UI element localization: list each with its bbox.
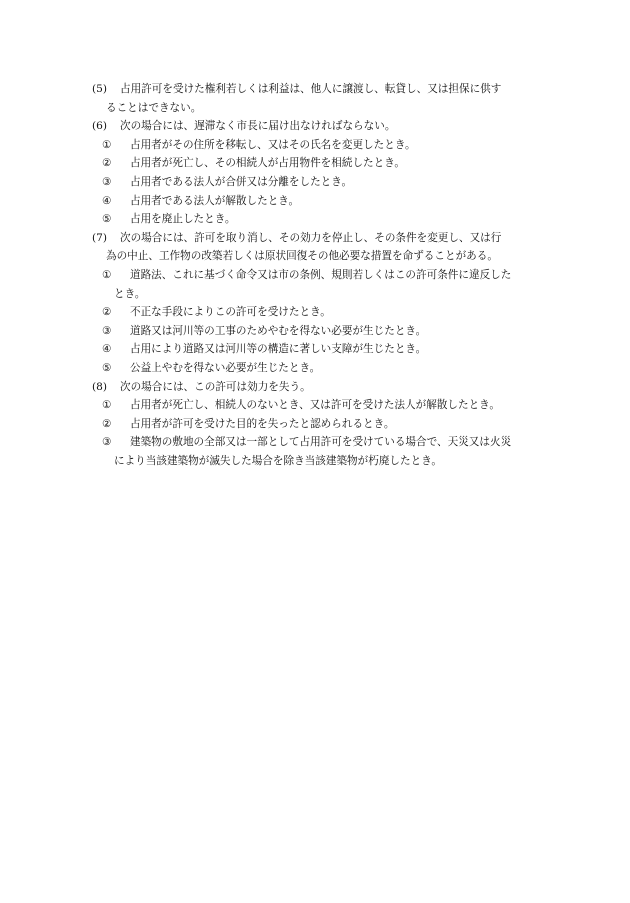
sub-item-number: ③: [102, 175, 112, 188]
sub-item-number: ①: [102, 268, 112, 281]
sub-item: [92, 136, 552, 155]
sub-item-text-line: 道路法、これに基づく命令又は市の条例、規則若しくはこの許可条件に違反した: [130, 268, 512, 281]
sub-item-text-line: 占用者である法人が解散したとき。: [130, 194, 300, 207]
item-text-line: ることはできない。: [106, 101, 202, 114]
sub-item-text-line: により当該建築物が滅失した場合を除き当該建築物が朽廃したとき。: [114, 454, 442, 467]
condition-item-6: [92, 117, 552, 136]
item-number: (8): [92, 380, 108, 393]
sub-item-number: ①: [102, 399, 112, 412]
sub-item-number: ②: [102, 306, 112, 319]
condition-item-8: [92, 378, 552, 397]
sub-item: [92, 322, 552, 341]
item-text-line: 次の場合には、遅滞なく市長に届け出なければならない。: [120, 120, 396, 133]
sub-item: [92, 396, 552, 415]
sub-item: [92, 266, 552, 303]
conditions-list: [92, 80, 552, 470]
sub-item-number: ④: [102, 343, 112, 356]
sub-item-text-line: 占用者が死亡し、相続人のないとき、又は許可を受けた法人が解散したとき。: [130, 399, 500, 412]
item-text-line: 次の場合には、この許可は効力を失う。: [120, 380, 311, 393]
sub-item: [92, 154, 552, 173]
sub-item-text-line: 公益上やむを得ない必要が生じたとき。: [130, 361, 321, 374]
sub-item-number: ②: [102, 417, 112, 430]
item-number: (7): [92, 231, 108, 244]
sub-item-text-line: とき。: [114, 287, 146, 300]
sub-item: [92, 340, 552, 359]
item-text-line: 為の中止、工作物の改築若しくは原状回復その他必要な措置を命ずることがある。: [106, 250, 498, 263]
sub-item: [92, 415, 552, 434]
sub-item-text-line: 占用者がその住所を移転し、又はその氏名を変更したとき。: [130, 138, 416, 151]
sub-item-text-line: 占用者である法人が合併又は分離をしたとき。: [130, 175, 353, 188]
sub-item-number: ④: [102, 194, 112, 207]
sub-item-text-line: 占用により道路又は河川等の構造に著しい支障が生じたとき。: [130, 343, 427, 356]
item-text-line: 占用許可を受けた権利若しくは利益は、他人に譲渡し、転貸し、又は担保に供す: [120, 83, 502, 95]
item-text-line: 次の場合には、許可を取り消し、その効力を停止し、その条件を変更し、又は行: [120, 231, 502, 244]
sub-item: [92, 210, 552, 229]
sub-item-text-line: 占用を廃止したとき。: [130, 213, 236, 226]
sub-item-text-line: 占用者が許可を受けた目的を失ったと認められるとき。: [130, 417, 395, 430]
condition-item-7: [92, 229, 552, 266]
sub-item: [92, 173, 552, 192]
sub-item-text-line: 道路又は河川等の工事のためやむを得ない必要が生じたとき。: [130, 324, 427, 337]
sub-item-number: ⑤: [102, 361, 112, 374]
sub-item-number: ①: [102, 138, 112, 151]
condition-item-5: [92, 80, 552, 117]
sub-item: [92, 433, 552, 470]
sub-item-number: ③: [102, 436, 112, 449]
sub-item-number: ⑤: [102, 213, 112, 226]
sub-item-number: ②: [102, 157, 112, 170]
sub-item-text-line: 建築物の敷地の全部又は一部として占用許可を受けている場合で、天災又は火災: [130, 436, 512, 449]
sub-item-text-line: 占用者が死亡し、その相続人が占用物件を相続したとき。: [130, 157, 406, 170]
sub-item: [92, 192, 552, 211]
sub-item: [92, 303, 552, 322]
sub-item-text-line: 不正な手段によりこの許可を受けたとき。: [130, 306, 331, 319]
item-number: (6): [92, 120, 108, 133]
sub-item: [92, 359, 552, 378]
item-number: (5): [92, 83, 108, 95]
sub-item-number: ③: [102, 324, 112, 337]
